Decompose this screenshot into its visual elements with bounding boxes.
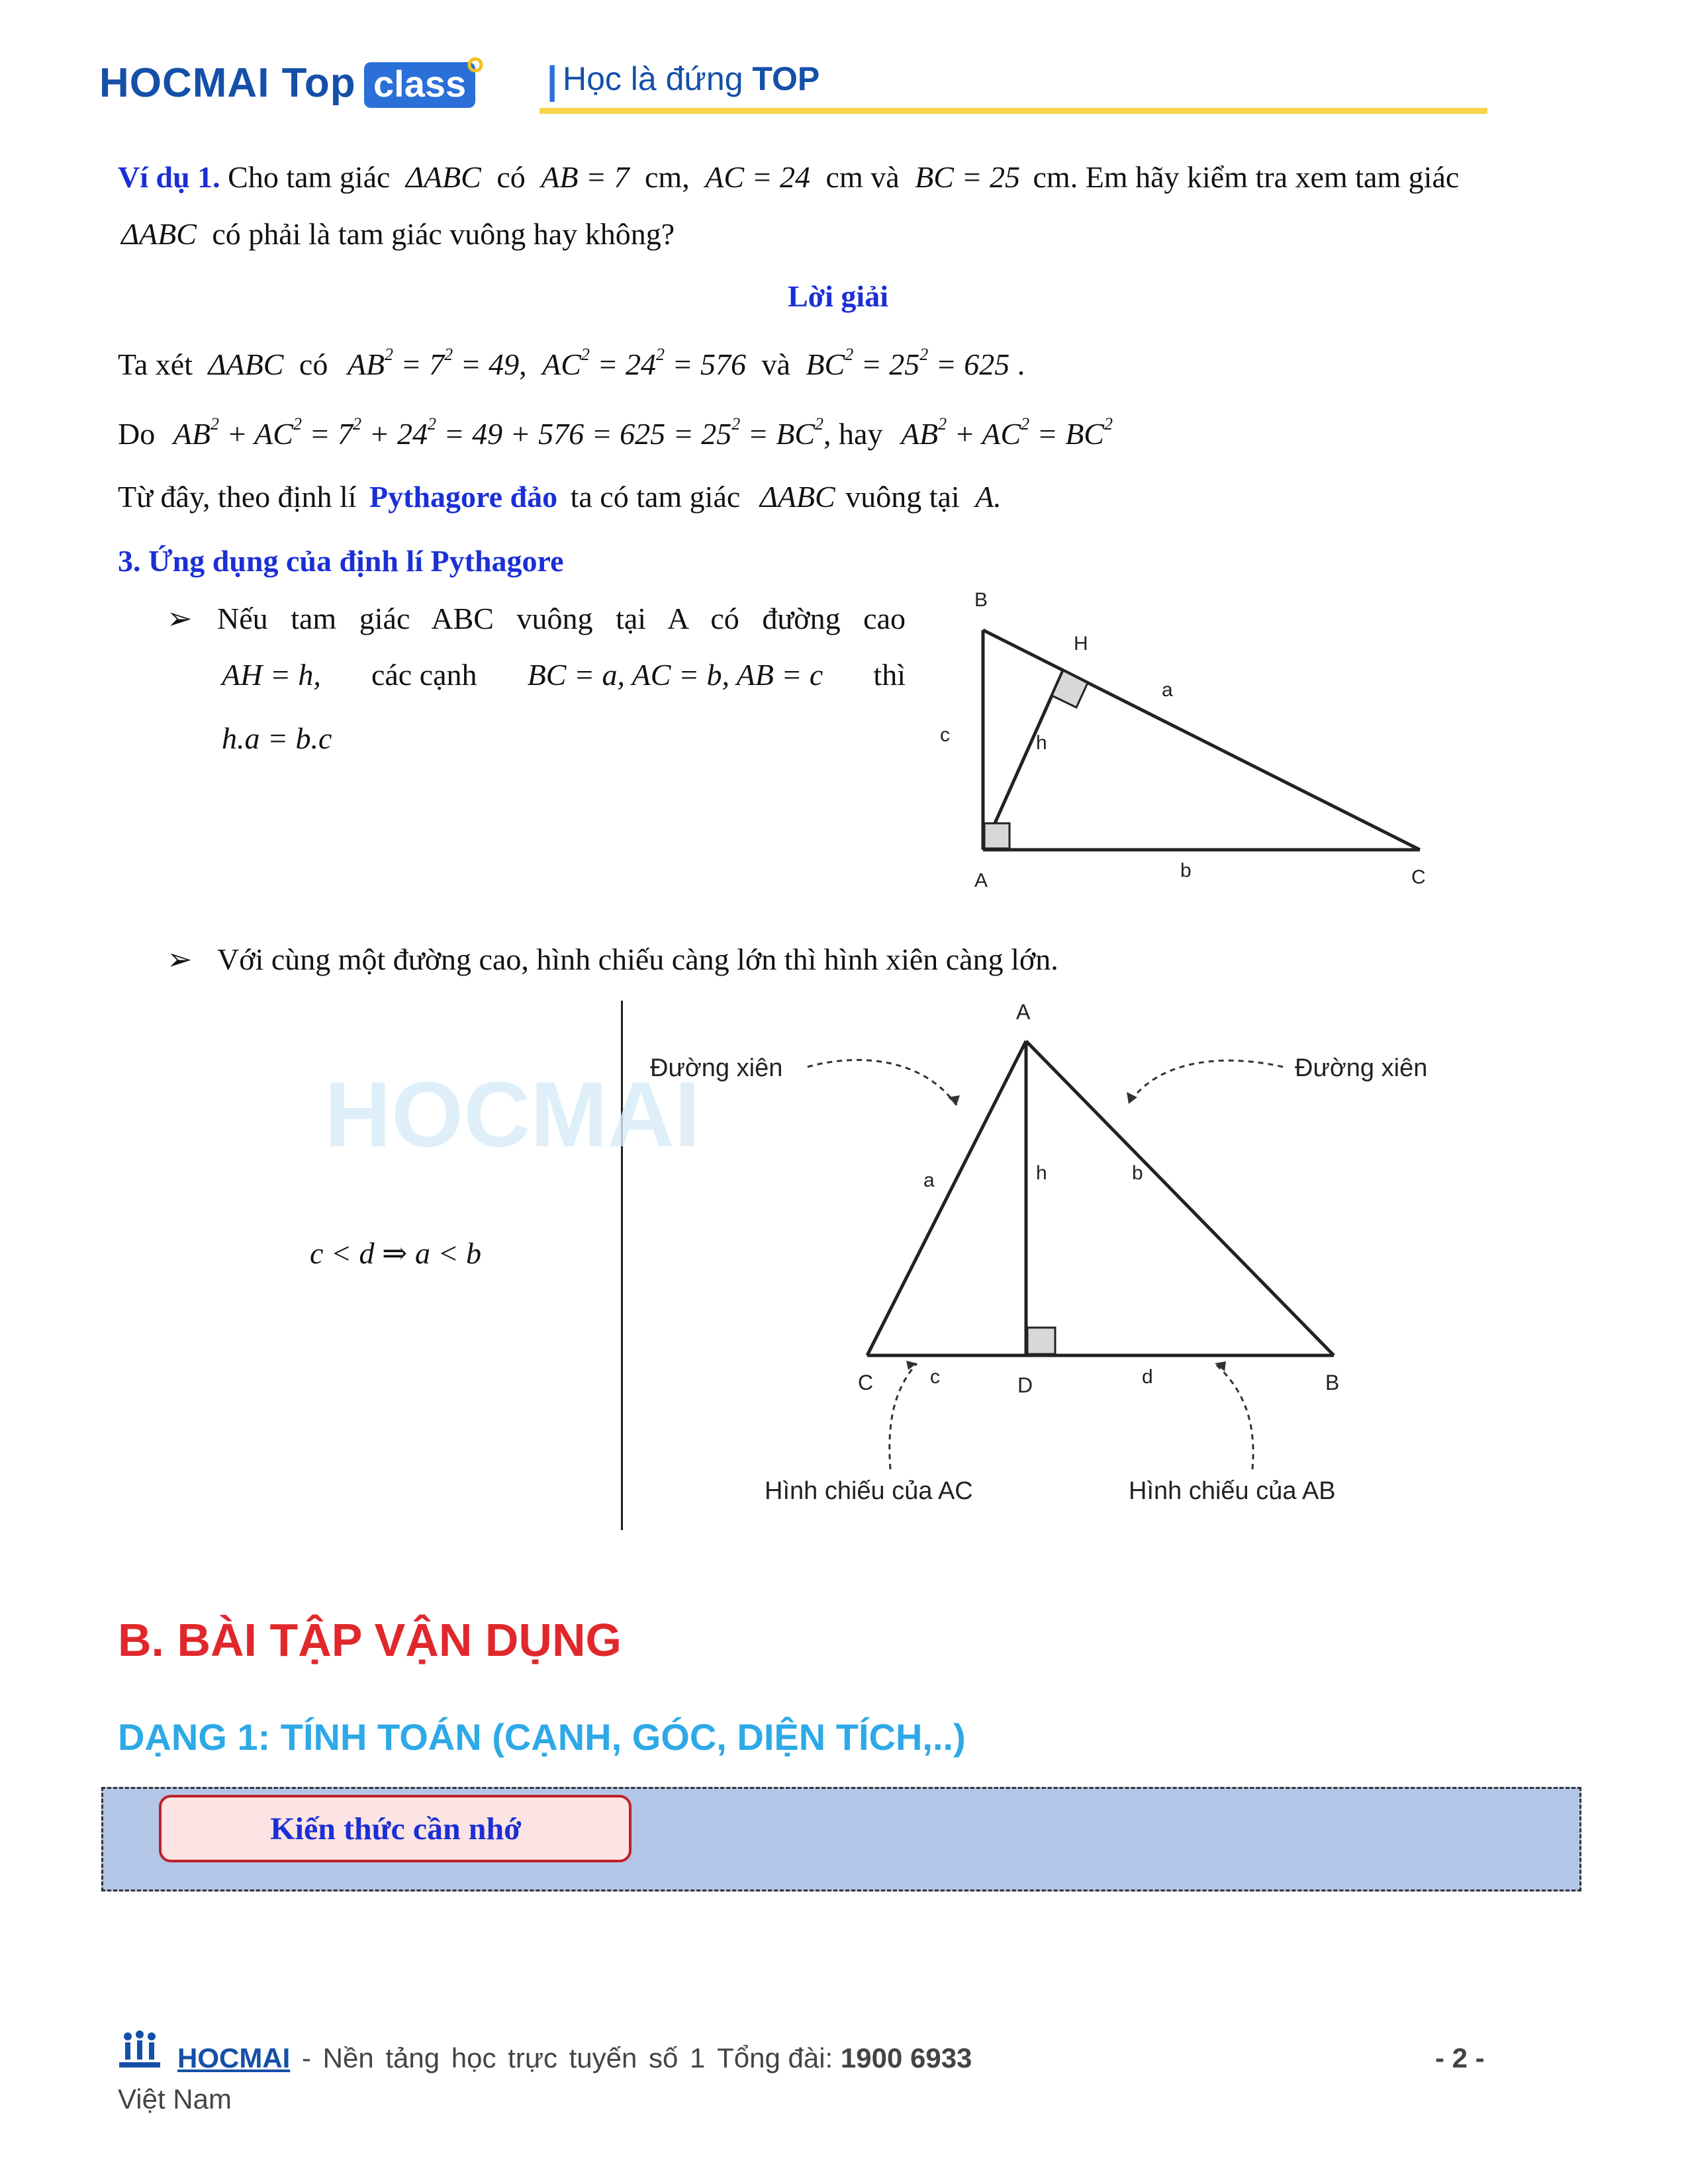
dang-1-title: DẠNG 1: TÍNH TOÁN (CẠNH, GÓC, DIỆN TÍCH,..) [118,1716,966,1758]
solution-text: Ta xét [118,347,193,381]
example-text: Cho tam giác [228,160,391,194]
projection-inequality: c < d ⇒ a < b [310,1236,482,1270]
exponent: 2 [655,345,665,364]
label-h-altitude: h [1036,1162,1047,1184]
label-d-vertex: D [1017,1373,1033,1397]
logo-class-badge: class [364,62,475,108]
bullet-text: các cạnh [371,658,477,692]
right-angle-mark-d [1027,1328,1055,1354]
math-term: = BC [1029,417,1104,451]
part-b-title: B. BÀI TẬP VẬN DỤNG [118,1614,622,1666]
math-term: = 24 [589,347,656,381]
footer-tagline: - Nền tảng học trực tuyến số 1 [290,2042,718,2073]
math-term: = 7 [301,417,353,451]
label-b-side: b [1180,860,1192,882]
triangle-abc: ΔABC [759,480,835,514]
label-h-altitude: h [1036,732,1047,754]
label-c-side: c [940,724,950,746]
oblique-ac [867,1041,1026,1355]
example-text: cm, [645,160,690,194]
slogan-prefix: Học là đứng [563,60,753,97]
label-c-segment: c [930,1366,940,1388]
theorem-name: Pythagore đảo [369,480,558,514]
label-a-side: a [1162,679,1173,701]
bullet-1-line-1: Nếu tam giác ABC vuông tại A có đường cao [217,602,906,635]
exponent: 2 [1103,414,1113,433]
label-b-side: b [1132,1162,1143,1184]
bullet-2: Với cùng một đường cao, hình chiếu càng lớn thì hình xiên càng lớn. [217,942,1058,976]
logo-text: HOCMAI Top [99,60,356,106]
sun-icon [462,52,489,81]
bullet-text: thì [873,658,906,692]
section-3-title: 3. Ứng dụng của định lí Pythagore [118,544,564,578]
altitude-def: AH = h, [222,658,321,692]
side-bc [983,630,1420,850]
solution-line-2 [118,416,1113,453]
exponent: 2 [731,414,741,433]
bullet-arrow-icon: ➢ [167,942,193,976]
bc-squared [806,347,1009,381]
label-b: B [974,589,988,611]
triangle-abc: ΔABC [121,217,197,251]
math-term: AC [542,347,581,381]
triangle-abc: ΔABC [405,160,481,194]
example-text: cm. Em hãy kiểm tra xem tam giác [1033,160,1460,194]
ab-squared [348,347,519,381]
ab-value: AB = 7 [541,160,630,194]
exponent: 2 [352,414,361,433]
oblique-projection-figure [318,993,1470,1522]
arrowhead-icon [1127,1092,1137,1104]
page-number-text: - 2 - [1435,2042,1485,2073]
bc-value: BC = 25 [915,160,1020,194]
math-term: = 576 [664,347,746,381]
hocmai-footer-icon [117,2030,163,2077]
label-oblique-left: Đường xiên [650,1054,783,1082]
exponent: 2 [938,414,947,433]
exponent: 2 [845,345,854,364]
label-a-side: a [923,1169,935,1191]
exponent: 2 [815,414,824,433]
label-a-vertex: A [1016,1000,1031,1024]
example-text: có [496,160,526,194]
solution-title: Lời giải [788,279,888,313]
exponent: 2 [428,414,437,433]
solution-line-1: Ta xét ΔABC có $AB^2 = 7^2 = 49$, $AC^2 = 24^2 = 576$ và $BC^2 = 25^2 = 625$ . [118,345,1025,381]
altitude-formula: h.a = b.c [222,721,332,755]
label-projection-ab: Hình chiếu của AB [1129,1477,1336,1505]
exponent: 2 [444,345,453,364]
note-label: Kiến thức cần nhớ [270,1811,522,1846]
exponent: 2 [293,414,302,433]
arrow-oblique-right [1129,1060,1283,1104]
exponent: 2 [919,345,929,364]
right-angle-mark-h [1052,670,1088,707]
vertex-a: A. [975,480,1002,514]
pythagoras-identity [900,414,1113,451]
right-angle-mark-a [984,823,1009,848]
header-underline [539,108,1487,114]
math-term: = 49 + 576 = 625 = 25 [436,417,732,451]
label-c-vertex: C [858,1371,874,1394]
math-term: + AC [218,417,293,451]
label-projection-ac: Hình chiếu của AC [765,1477,973,1505]
math-term: AB [900,417,939,451]
label-b-vertex: B [1325,1371,1340,1394]
exponent: 2 [1021,414,1030,433]
arrowhead-icon [1215,1361,1226,1371]
example-label: Ví dụ 1. [118,160,220,194]
slogan-bold: TOP [752,60,820,97]
pythagoras-sum [173,414,824,451]
example-text: cm và [825,160,900,194]
solution-text: , hay [823,417,883,451]
footer-brand[interactable]: HOCMAI [177,2042,291,2073]
exponent: 2 [581,345,590,364]
solution-text: vuông tại [845,480,960,514]
page-number [1435,2042,1485,2074]
label-c-vertex: C [1411,866,1426,888]
math-term: = 49 [453,347,520,381]
label-a-vertex: A [974,870,988,891]
solution-text: có [299,347,328,381]
footer-hotline-label: Tổng đài: [717,2042,841,2073]
solution-text: Từ đây, theo định lí [118,480,357,514]
math-term: = 625 [928,347,1010,381]
label-oblique-right: Đường xiên [1295,1054,1428,1082]
math-term: AB [173,417,211,451]
note-box [159,1795,632,1862]
exponent: 2 [385,345,394,364]
arrow-projection-ab [1215,1363,1253,1469]
triangle-abc: ΔABC [208,347,284,381]
math-term: + AC [947,417,1021,451]
example-line-1 [118,159,1574,196]
ac-value: AC = 24 [705,160,811,194]
exponent: 2 [210,414,219,433]
right-triangle-figure [914,576,1496,907]
watermark: HOCMAI [324,1062,700,1166]
example-line-2 [121,216,675,253]
math-term: AB [347,347,385,381]
header-slogan [563,60,820,98]
bullet-1-line-2 [222,657,906,694]
label-h-point: H [1074,633,1088,655]
footer-line [177,2042,972,2074]
example-text: có phải là tam giác vuông hay không? [212,217,675,251]
math-term: BC [806,347,845,381]
math-term: + 24 [361,417,428,451]
header-separator: | [547,59,558,102]
solution-line-3 [118,478,1002,516]
footer-hotline: 1900 6933 [840,2042,972,2073]
sides-def: BC = a, AC = b, AB = c [527,658,823,692]
footer-country: Việt Nam [118,2083,232,2115]
oblique-ab [1026,1041,1334,1355]
bullet-arrow-icon: ➢ [167,602,193,635]
ac-squared [542,347,746,381]
math-term: = BC [740,417,816,451]
math-term: = 25 [853,347,920,381]
solution-text: ta có tam giác [570,480,741,514]
arrow-projection-ac [890,1363,917,1469]
math-term: = 7 [393,347,445,381]
solution-text: Do [118,417,156,451]
arrow-oblique-left [808,1060,957,1105]
label-d-segment: d [1142,1366,1153,1388]
solution-text: và [761,347,790,381]
